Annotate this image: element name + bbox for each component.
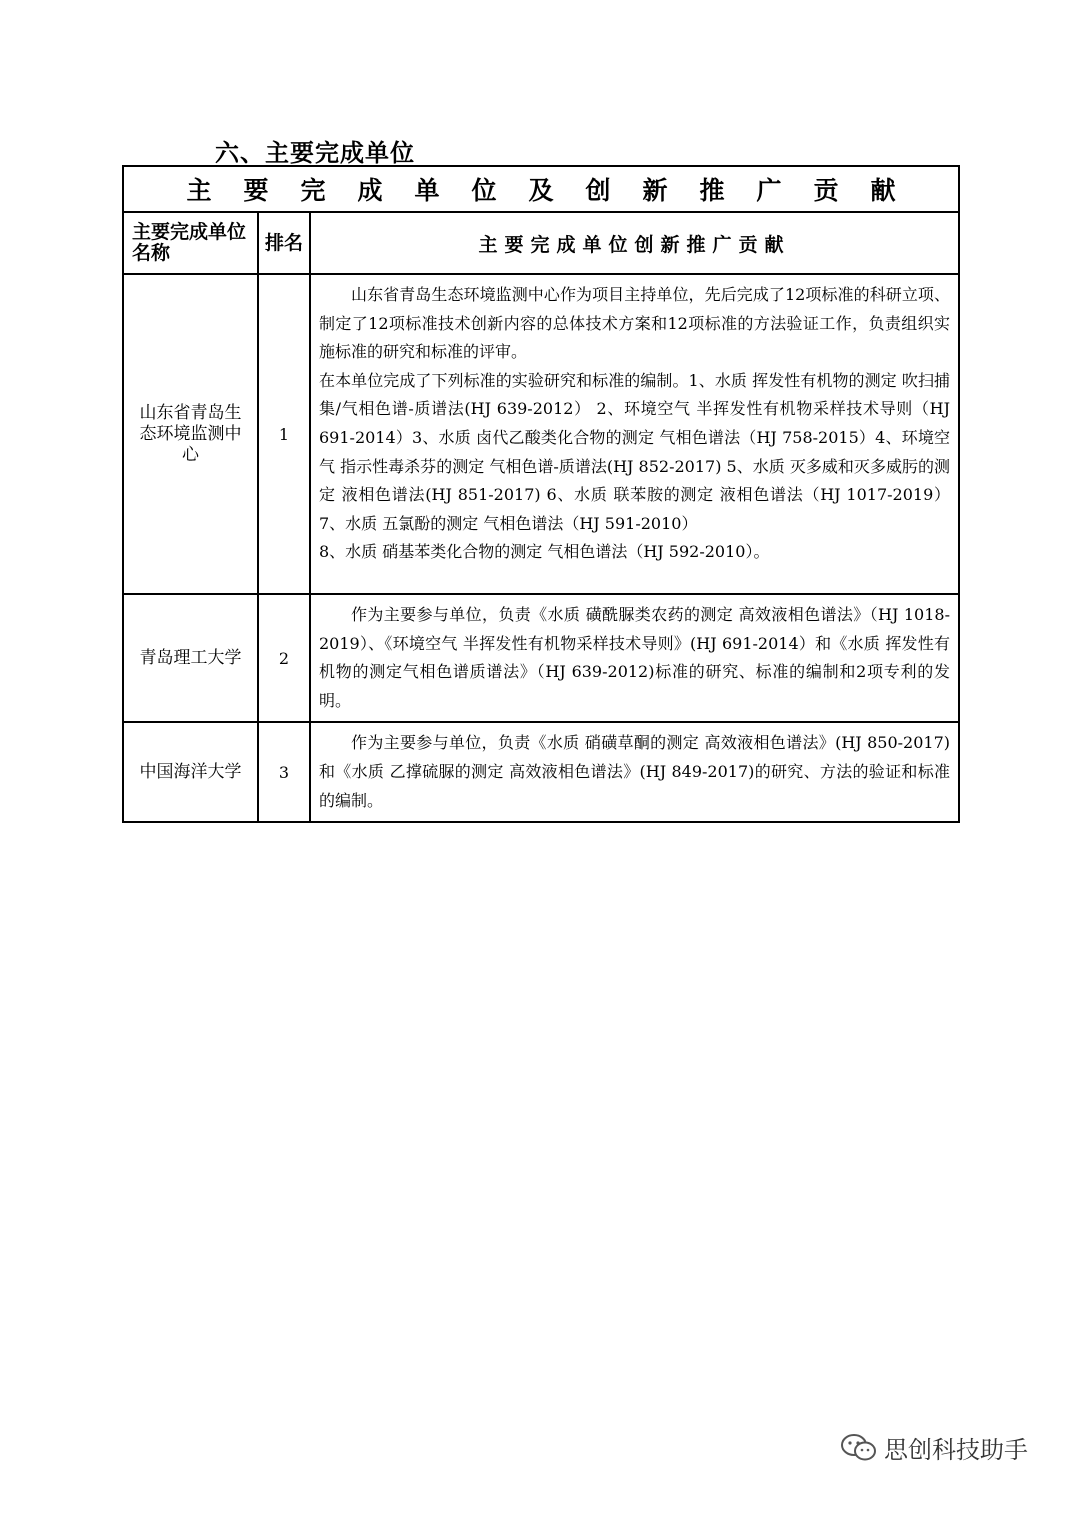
unit-contribution	[310, 722, 959, 822]
unit-rank: 2	[258, 594, 310, 722]
contribution-paragraph: 作为主要参与单位，负责《水质 硝磺草酮的测定 高效液相色谱法》(HJ 850-2017)和《水质 乙撑硫脲的测定 高效液相色谱法》(HJ 849-2017)的研究、方法的验证和标准的编制。	[319, 733, 951, 810]
header-unit-name: 主要完成单位名称	[123, 212, 258, 274]
table-banner-text: 主要完成单位及创新推广贡献	[186, 176, 928, 205]
unit-rank: 3	[258, 722, 310, 822]
unit-contribution	[310, 594, 959, 722]
contribution-paragraph: 8、水质 硝基苯类化合物的测定 气相色谱法（HJ 592-2010）。	[319, 542, 770, 562]
watermark-text: 思创科技助手	[884, 1436, 1028, 1464]
unit-contribution	[310, 274, 959, 594]
table-banner	[123, 166, 959, 212]
table-row	[123, 274, 959, 594]
table-banner-row	[123, 166, 959, 212]
table-header-row	[123, 212, 959, 274]
contribution-paragraph: 在本单位完成了下列标准的实验研究和标准的编制。1、水质 挥发性有机物的测定 吹扫捕集/气相色谱-质谱法(HJ 639-2012） 2、环境空气 半挥发性有机物采样技术导则（HJ 691-2014）3、水质 卤代乙酸类化合物的测定 气相色谱法（HJ 758-2015）4、环境空气 指示性毒杀芬的测定 气相色谱-质谱法(HJ 852-2017) 5、水质 灭多威和灭多威肟的测定 液相色谱法(HJ 851-2017) 6、水质 联苯胺的测定 液相色谱法（HJ 1017-2019）7、水质 五氯酚的测定 气相色谱法（HJ 591-2010）	[319, 370, 951, 533]
unit-name: 青岛理工大学	[123, 594, 258, 722]
contribution-paragraph: 山东省青岛生态环境监测中心作为项目主持单位，先后完成了12项标准的科研立项、制定了12项标准技术创新内容的总体技术方案和12项标准的方法验证工作，负责组织实施标准的研究和标准的评审。	[319, 285, 951, 362]
section-title: 六、主要完成单位	[215, 139, 415, 167]
units-table	[122, 165, 960, 823]
table-row	[123, 722, 959, 822]
contribution-paragraph: 作为主要参与单位，负责《水质 磺酰脲类农药的测定 高效液相色谱法》（HJ 1018-2019）、《环境空气 半挥发性有机物采样技术导则》(HJ 691-2014）和《水质 挥发性有机物的测定气相色谱质谱法》（HJ 639-2012)标准的研究、标准的编制和2项专利的发明。	[319, 605, 951, 710]
header-contribution: 主要完成单位创新推广贡献	[310, 212, 959, 274]
table-row	[123, 594, 959, 722]
wechat-icon	[840, 1433, 878, 1463]
header-rank: 排名	[258, 212, 310, 274]
unit-name: 中国海洋大学	[123, 722, 258, 822]
unit-name: 山东省青岛生态环境监测中心	[123, 274, 258, 594]
unit-rank: 1	[258, 274, 310, 594]
watermark	[840, 1430, 1028, 1465]
